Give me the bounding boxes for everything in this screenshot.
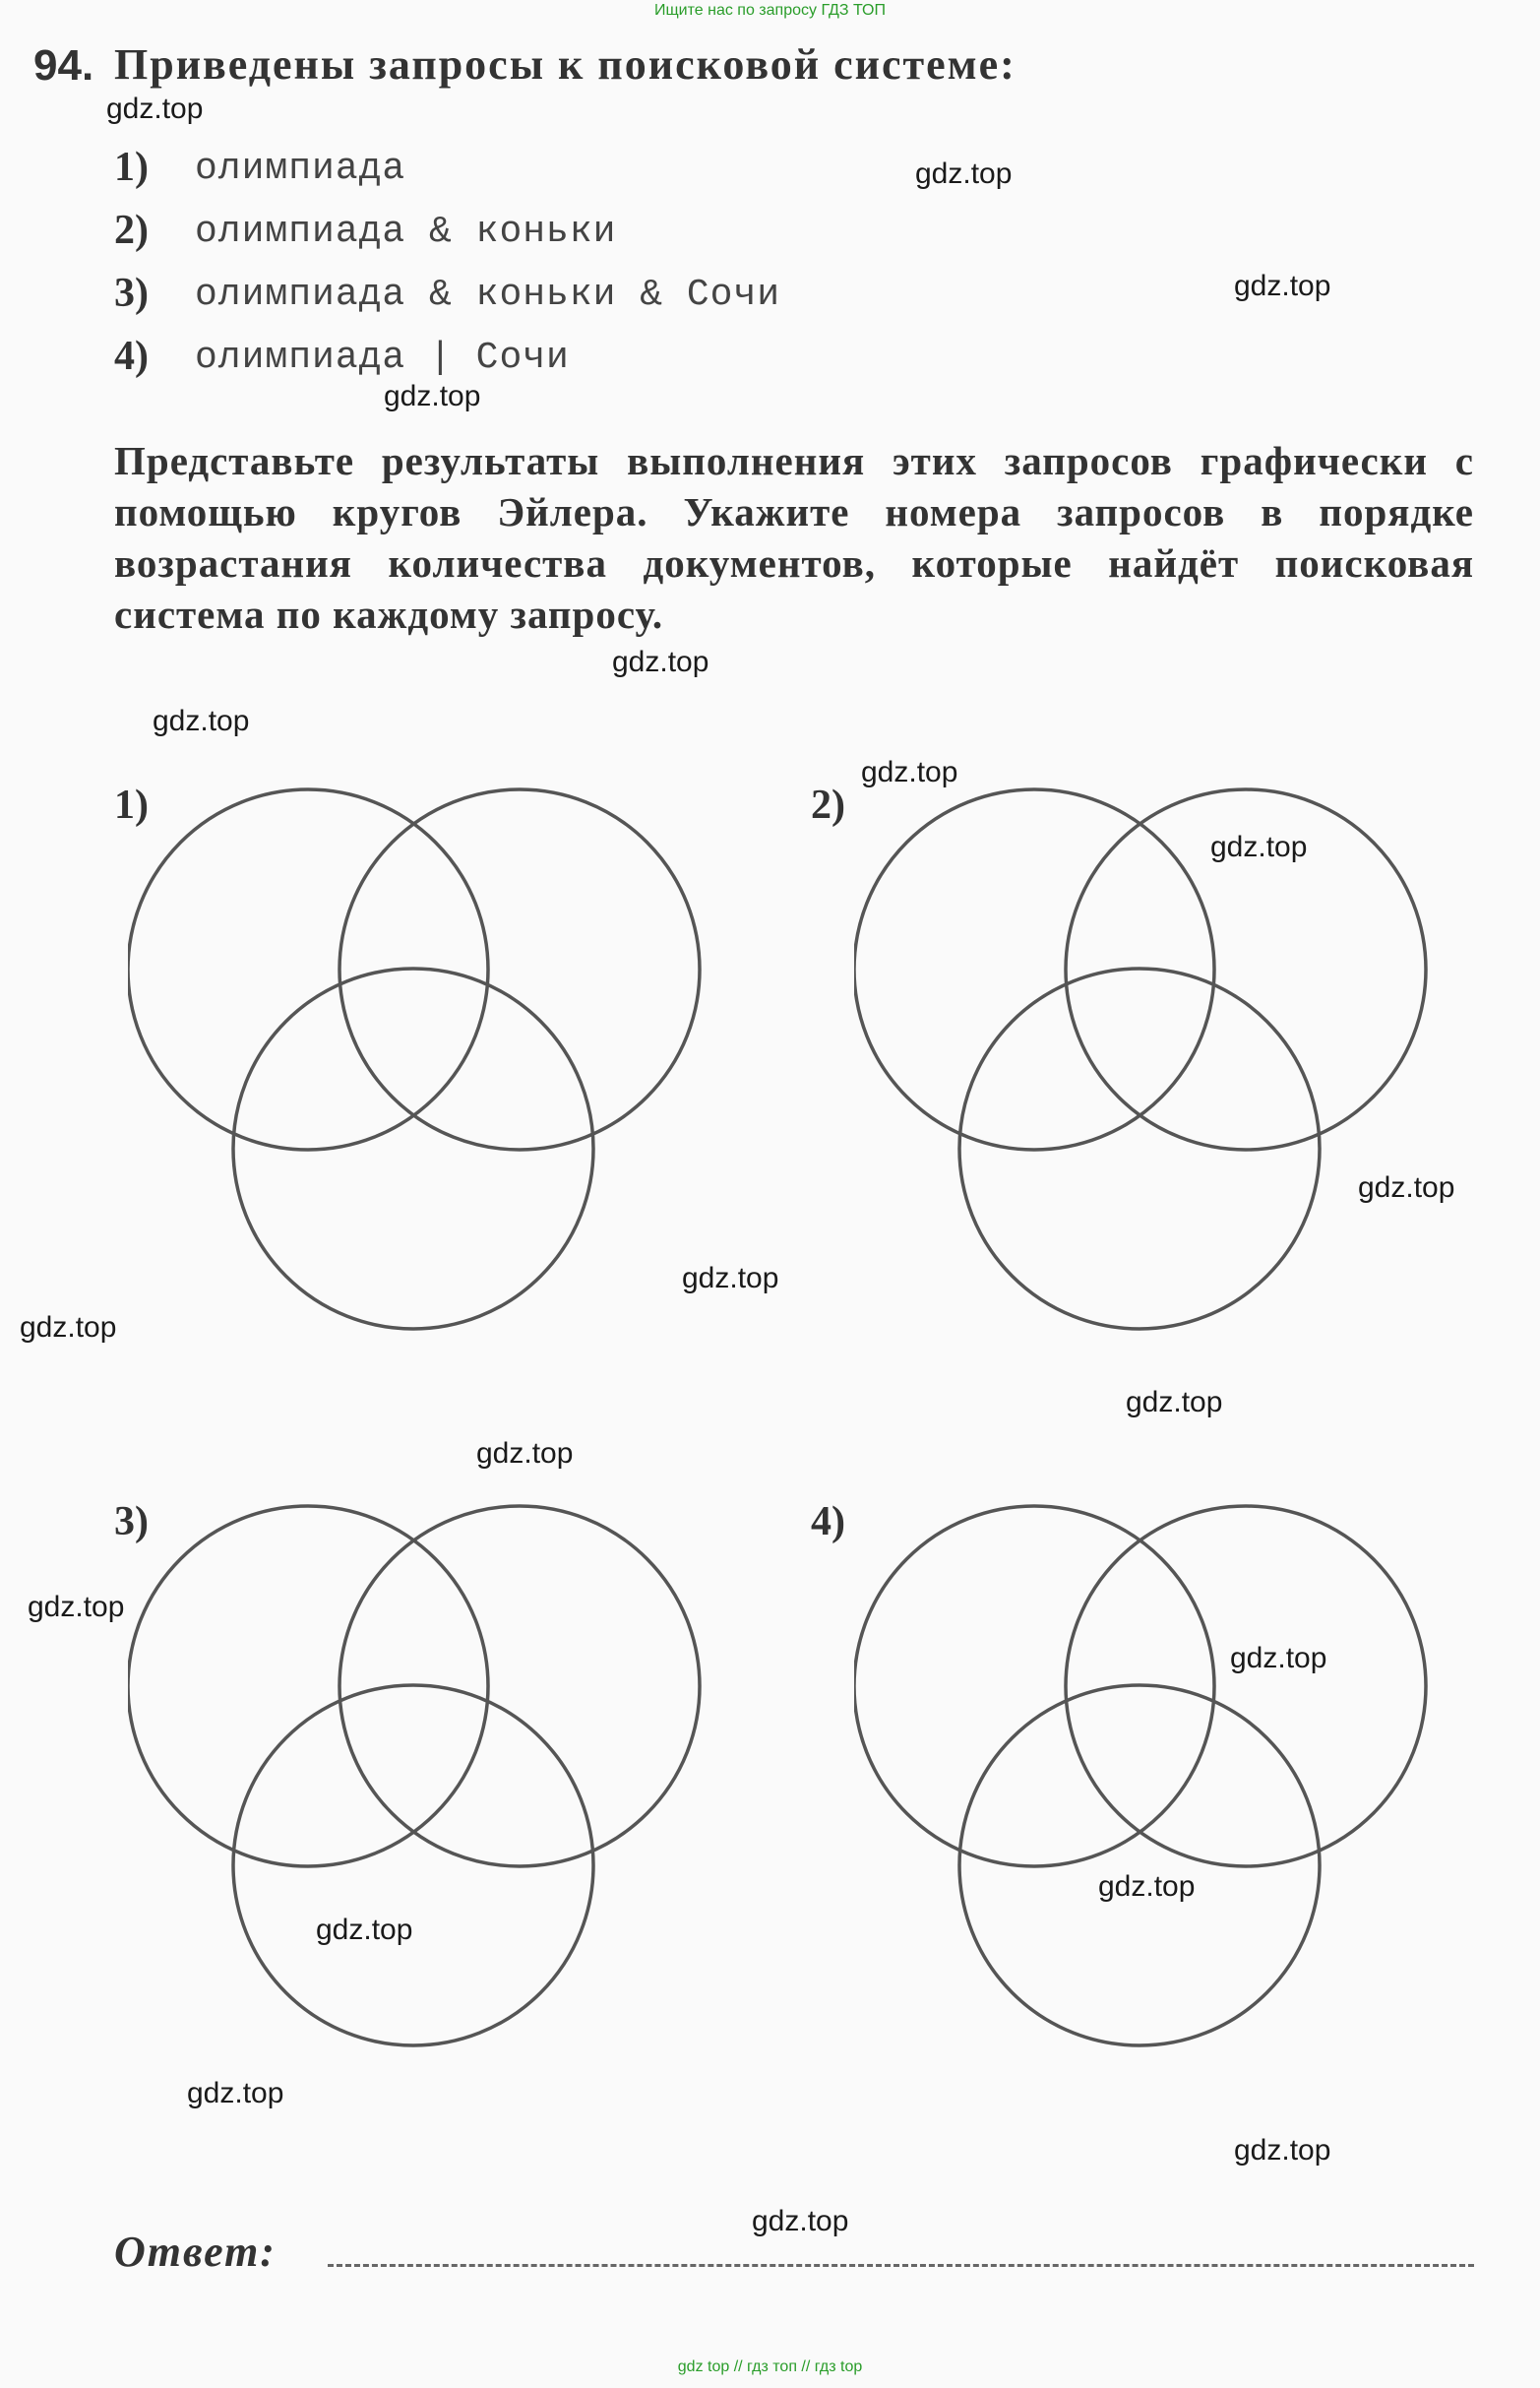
watermark: gdz.top [384, 380, 481, 412]
query-text: олимпиада | Сочи [195, 337, 570, 379]
watermark: gdz.top [1230, 1642, 1327, 1674]
task-instruction: Представьте результаты выполнения этих запросов графически с помощью кругов Эйлера. Укажите номера запросов в порядке возрастания количества документов, которые найдёт поисковая система по каждому запросу. [114, 438, 1474, 637]
euler-diagram-2[interactable] [854, 787, 1484, 1339]
bottom-banner[interactable]: gdz top // гдз топ // гдз top [677, 2358, 863, 2375]
watermark: gdz.top [187, 2077, 284, 2109]
euler-diagram-4[interactable] [854, 1504, 1484, 2055]
query-number: 4) [114, 334, 149, 379]
query-text: олимпиада & коньки & Сочи [195, 274, 781, 316]
watermark: gdz.top [1210, 831, 1308, 863]
euler-diagram-3[interactable] [128, 1504, 758, 2055]
watermark: gdz.top [1234, 270, 1331, 302]
watermark: gdz.top [316, 1914, 413, 1946]
watermark: gdz.top [28, 1591, 125, 1623]
watermark: gdz.top [106, 93, 204, 125]
watermark: gdz.top [153, 705, 250, 737]
query-number: 1) [114, 145, 149, 190]
watermark: gdz.top [1234, 2134, 1331, 2167]
watermark: gdz.top [612, 646, 709, 678]
watermark: gdz.top [682, 1262, 779, 1294]
euler-diagram-1[interactable] [128, 787, 758, 1339]
query-text: олимпиада & коньки [195, 211, 617, 253]
watermark: gdz.top [752, 2205, 849, 2237]
watermark: gdz.top [476, 1437, 574, 1470]
diagram-label-2: 2) [811, 783, 845, 828]
diagram-label-4: 4) [811, 1499, 845, 1544]
watermark: gdz.top [20, 1311, 117, 1344]
query-number: 2) [114, 208, 149, 253]
watermark: gdz.top [1098, 1870, 1196, 1903]
top-banner[interactable]: Ищите нас по запросу ГДЗ ТОП [654, 2, 886, 19]
query-number: 3) [114, 271, 149, 316]
answer-label: Ответ: [114, 2228, 277, 2276]
task-title: Приведены запросы к поисковой системе: [114, 40, 1016, 89]
watermark: gdz.top [1126, 1386, 1223, 1418]
query-text: олимпиада [195, 148, 406, 190]
diagram-label-1: 1) [114, 783, 149, 828]
diagram-label-3: 3) [114, 1499, 149, 1544]
watermark: gdz.top [861, 756, 958, 788]
answer-input-line[interactable] [328, 2264, 1474, 2267]
watermark: gdz.top [1358, 1171, 1455, 1204]
task-number: 94. [33, 41, 94, 90]
watermark: gdz.top [915, 157, 1013, 190]
